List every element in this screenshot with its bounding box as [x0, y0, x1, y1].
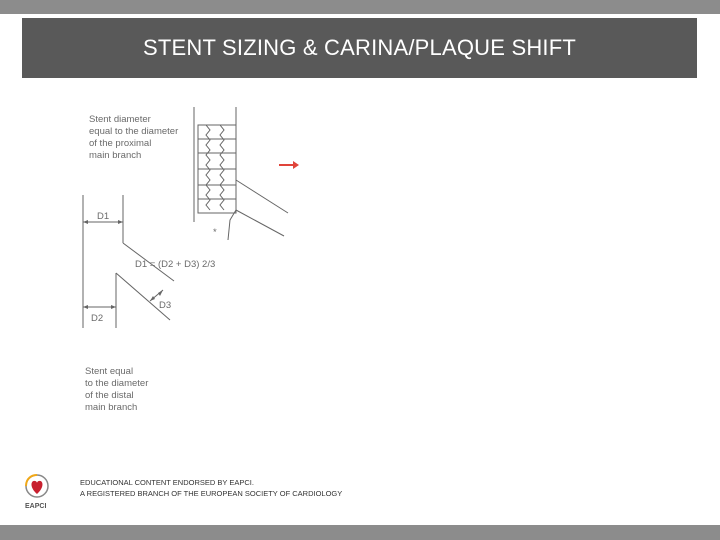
slide-title-bar	[22, 18, 697, 78]
footer-endorsement	[80, 477, 342, 499]
carina-edge	[228, 210, 236, 240]
bottom-band	[0, 525, 720, 540]
label-d2: D2	[91, 313, 104, 324]
label-bottom-line3: of the distal	[85, 390, 134, 401]
eapci-logo	[22, 472, 52, 512]
logo-text: EAPCI	[25, 503, 47, 510]
label-bottom-line2: to the diameter	[85, 378, 149, 389]
footer-line2: A REGISTERED BRANCH OF THE EUROPEAN SOCIETY OF CARDIOLOGY	[80, 489, 343, 498]
side-branch-inner-wall	[116, 273, 170, 320]
side-branch-lower-wall	[236, 210, 284, 236]
label-bottom-line1: Stent equal	[85, 366, 134, 377]
stent-sizing-diagram	[70, 95, 330, 435]
label-top-line2: equal to the diameter	[89, 126, 179, 137]
footer-line1: EDUCATIONAL CONTENT ENDORSED BY EAPCI.	[80, 478, 254, 487]
side-branch-upper-wall	[236, 180, 288, 213]
slide-title: STENT SIZING & CARINA/PLAQUE SHIFT	[142, 35, 577, 60]
sizing-formula: D1 = (D2 + D3) 2/3	[135, 259, 216, 270]
label-top-line1: Stent diameter	[89, 114, 151, 125]
stent-zigzag-2	[220, 125, 224, 210]
top-band	[0, 0, 720, 14]
label-d1: D1	[97, 211, 110, 222]
label-d3: D3	[159, 300, 172, 311]
asterisk-marker: *	[213, 227, 217, 238]
label-top-line4: main branch	[89, 150, 142, 161]
label-bottom-line4: main branch	[85, 402, 138, 413]
stented-vessel	[194, 107, 288, 240]
label-top-line3: of the proximal	[89, 138, 152, 149]
stent-zigzag-1	[206, 125, 210, 210]
carina-shift-arrow	[279, 161, 299, 169]
diagram-canvas	[70, 95, 330, 435]
